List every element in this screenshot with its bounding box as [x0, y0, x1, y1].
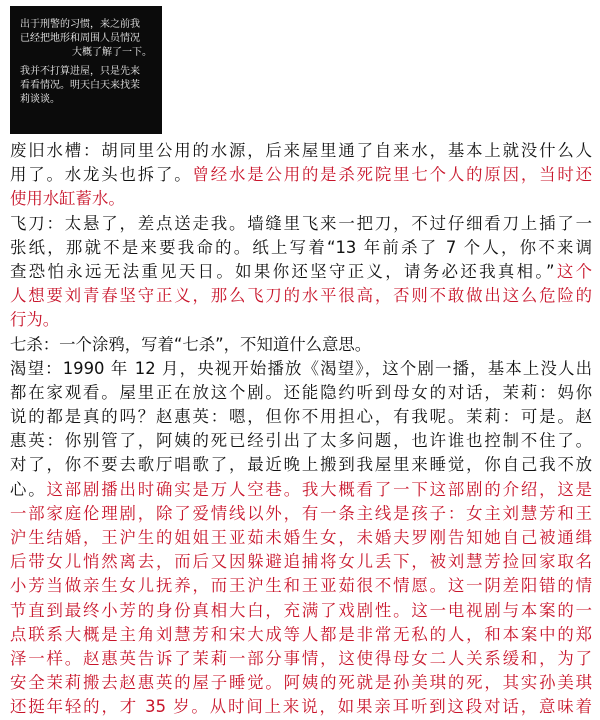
text-span: 渴望：1990 年 12 月，央视开始播放《渴望》，这个剧一播，基本上没人出: [10, 358, 592, 378]
text-span: 查恐怕永远无法重见天日。如果你还坚守正义，请务必还我真相。”: [10, 261, 555, 281]
text-line: [10, 163, 592, 187]
text-line: [10, 333, 592, 357]
emphasis-span: 节直到最终小芳的身份真相大白，充满了戏剧性。这一电视剧与本案的一: [10, 600, 592, 620]
caption-line: 看看情况。明天白天来找茉: [20, 79, 140, 91]
emphasis-span: 沪生结婚，王沪生的姐姐王亚茹未婚生女，未婚夫罗刚告知她自己被通缉: [10, 528, 592, 547]
text-line: [10, 429, 592, 453]
emphasis-span: 这个: [554, 261, 592, 281]
caption-line: 出于刑警的习惯，来之前我: [20, 19, 140, 30]
emphasis-span: 一部家庭伦理剧，除了爱情线以外，有一条主线是孩子：女主刘慧芳和王: [10, 503, 592, 523]
emphasis-span: 小芳当做亲生女儿抚养，而王沪生和王亚茹很不情愿。这一阴差阳错的情: [10, 576, 592, 596]
caption-box: [10, 6, 162, 134]
emphasis-span: 点联系大概是主角刘慧芳和宋大成等人都是非常无私的人，和本案中的郑: [10, 624, 592, 644]
text-line: [10, 236, 592, 260]
text-line: [10, 647, 592, 671]
caption-line: 已经把地形和周围人员情况: [20, 33, 140, 45]
text-span: 七杀：一个涂鸦，写着“七杀”，不知道什么意思。: [10, 334, 372, 354]
text-line: [10, 453, 592, 477]
text-span: 张纸，那就不是来要我命的。纸上写着“13 年前杀了 7 个人，你不来调: [10, 237, 592, 257]
text-line: [10, 574, 592, 598]
emphasis-span: 这部剧播出时确实是万人空巷。我大概看了一下这部剧的介绍，这是: [46, 479, 592, 499]
text-line: [10, 212, 592, 236]
text-line: [10, 284, 592, 308]
text-line: [10, 550, 592, 574]
text-line: [10, 308, 592, 332]
caption-line: 我并不打算进屋，只是先来: [20, 65, 140, 77]
text-line: [10, 260, 592, 284]
text-line: [10, 695, 592, 719]
text-span: 用了。水龙头也拆了。: [10, 165, 193, 185]
emphasis-span: 人想要刘青春坚守正义，那么飞刀的水平很高，否则不敢做出这么危险的: [10, 286, 592, 306]
emphasis-span: 泽一样。赵惠英告诉了茉莉一部分事情，这使得母女二人关系缓和，为了: [10, 648, 592, 668]
text-span: 废旧水槽：胡同里公用的水源，后来屋里通了自来水，基本上就没什么人: [10, 141, 592, 160]
emphasis-span: 后带女儿悄然离去，而后又因躲避追捕将女儿丢下，被刘慧芳捡回家取名: [10, 552, 592, 572]
text-line: [10, 671, 592, 695]
text-line: [10, 357, 592, 381]
text-line: [10, 502, 592, 526]
emphasis-span: 使用水缸蓄水。: [10, 189, 125, 209]
emphasis-span: 曾经水是公用的是杀死院里七个人的原因，当时还: [192, 165, 592, 185]
emphasis-span: 行为。: [10, 310, 60, 330]
text-line: [10, 478, 592, 502]
text-line: [10, 381, 592, 405]
text-line: [10, 405, 592, 429]
text-span: 说的都是真的吗？赵惠英：嗯，但你不用担心，有我呢。茉莉：可是。赵: [10, 407, 592, 427]
text-span: 惠英：你别管了，阿姨的死已经引出了太多问题，也许谁也控制不住了。: [10, 431, 592, 451]
caption-line: 莉谈谈。: [20, 94, 60, 106]
text-span: 心。: [10, 479, 47, 499]
caption-line: 大概了解了一下。: [72, 47, 152, 59]
document-body: [10, 139, 592, 720]
text-line: [10, 187, 592, 211]
text-span: 飞刀：太悬了，差点送走我。墙缝里飞来一把刀，不过仔细看刀上插了一: [10, 213, 592, 233]
text-line: [10, 623, 592, 647]
text-line: [10, 599, 592, 623]
text-span: 对了，你不要去歌厅唱歌了，最近晚上搬到我屋里来睡觉，你自己我不放: [10, 455, 592, 475]
emphasis-span: 还挺年轻的，才 35 岁。从时间上来说，如果亲耳听到这段对话，意味着: [10, 697, 592, 717]
text-span: 都在家观看。屋里正在放这个剧。还能隐约听到母女的对话，茉莉：妈你: [10, 382, 592, 402]
emphasis-span: 安全茉莉搬去赵惠英的屋子睡觉。阿姨的死就是孙美琪的死，其实孙美琪: [10, 673, 592, 693]
text-line: [10, 139, 592, 163]
text-line: [10, 526, 592, 550]
